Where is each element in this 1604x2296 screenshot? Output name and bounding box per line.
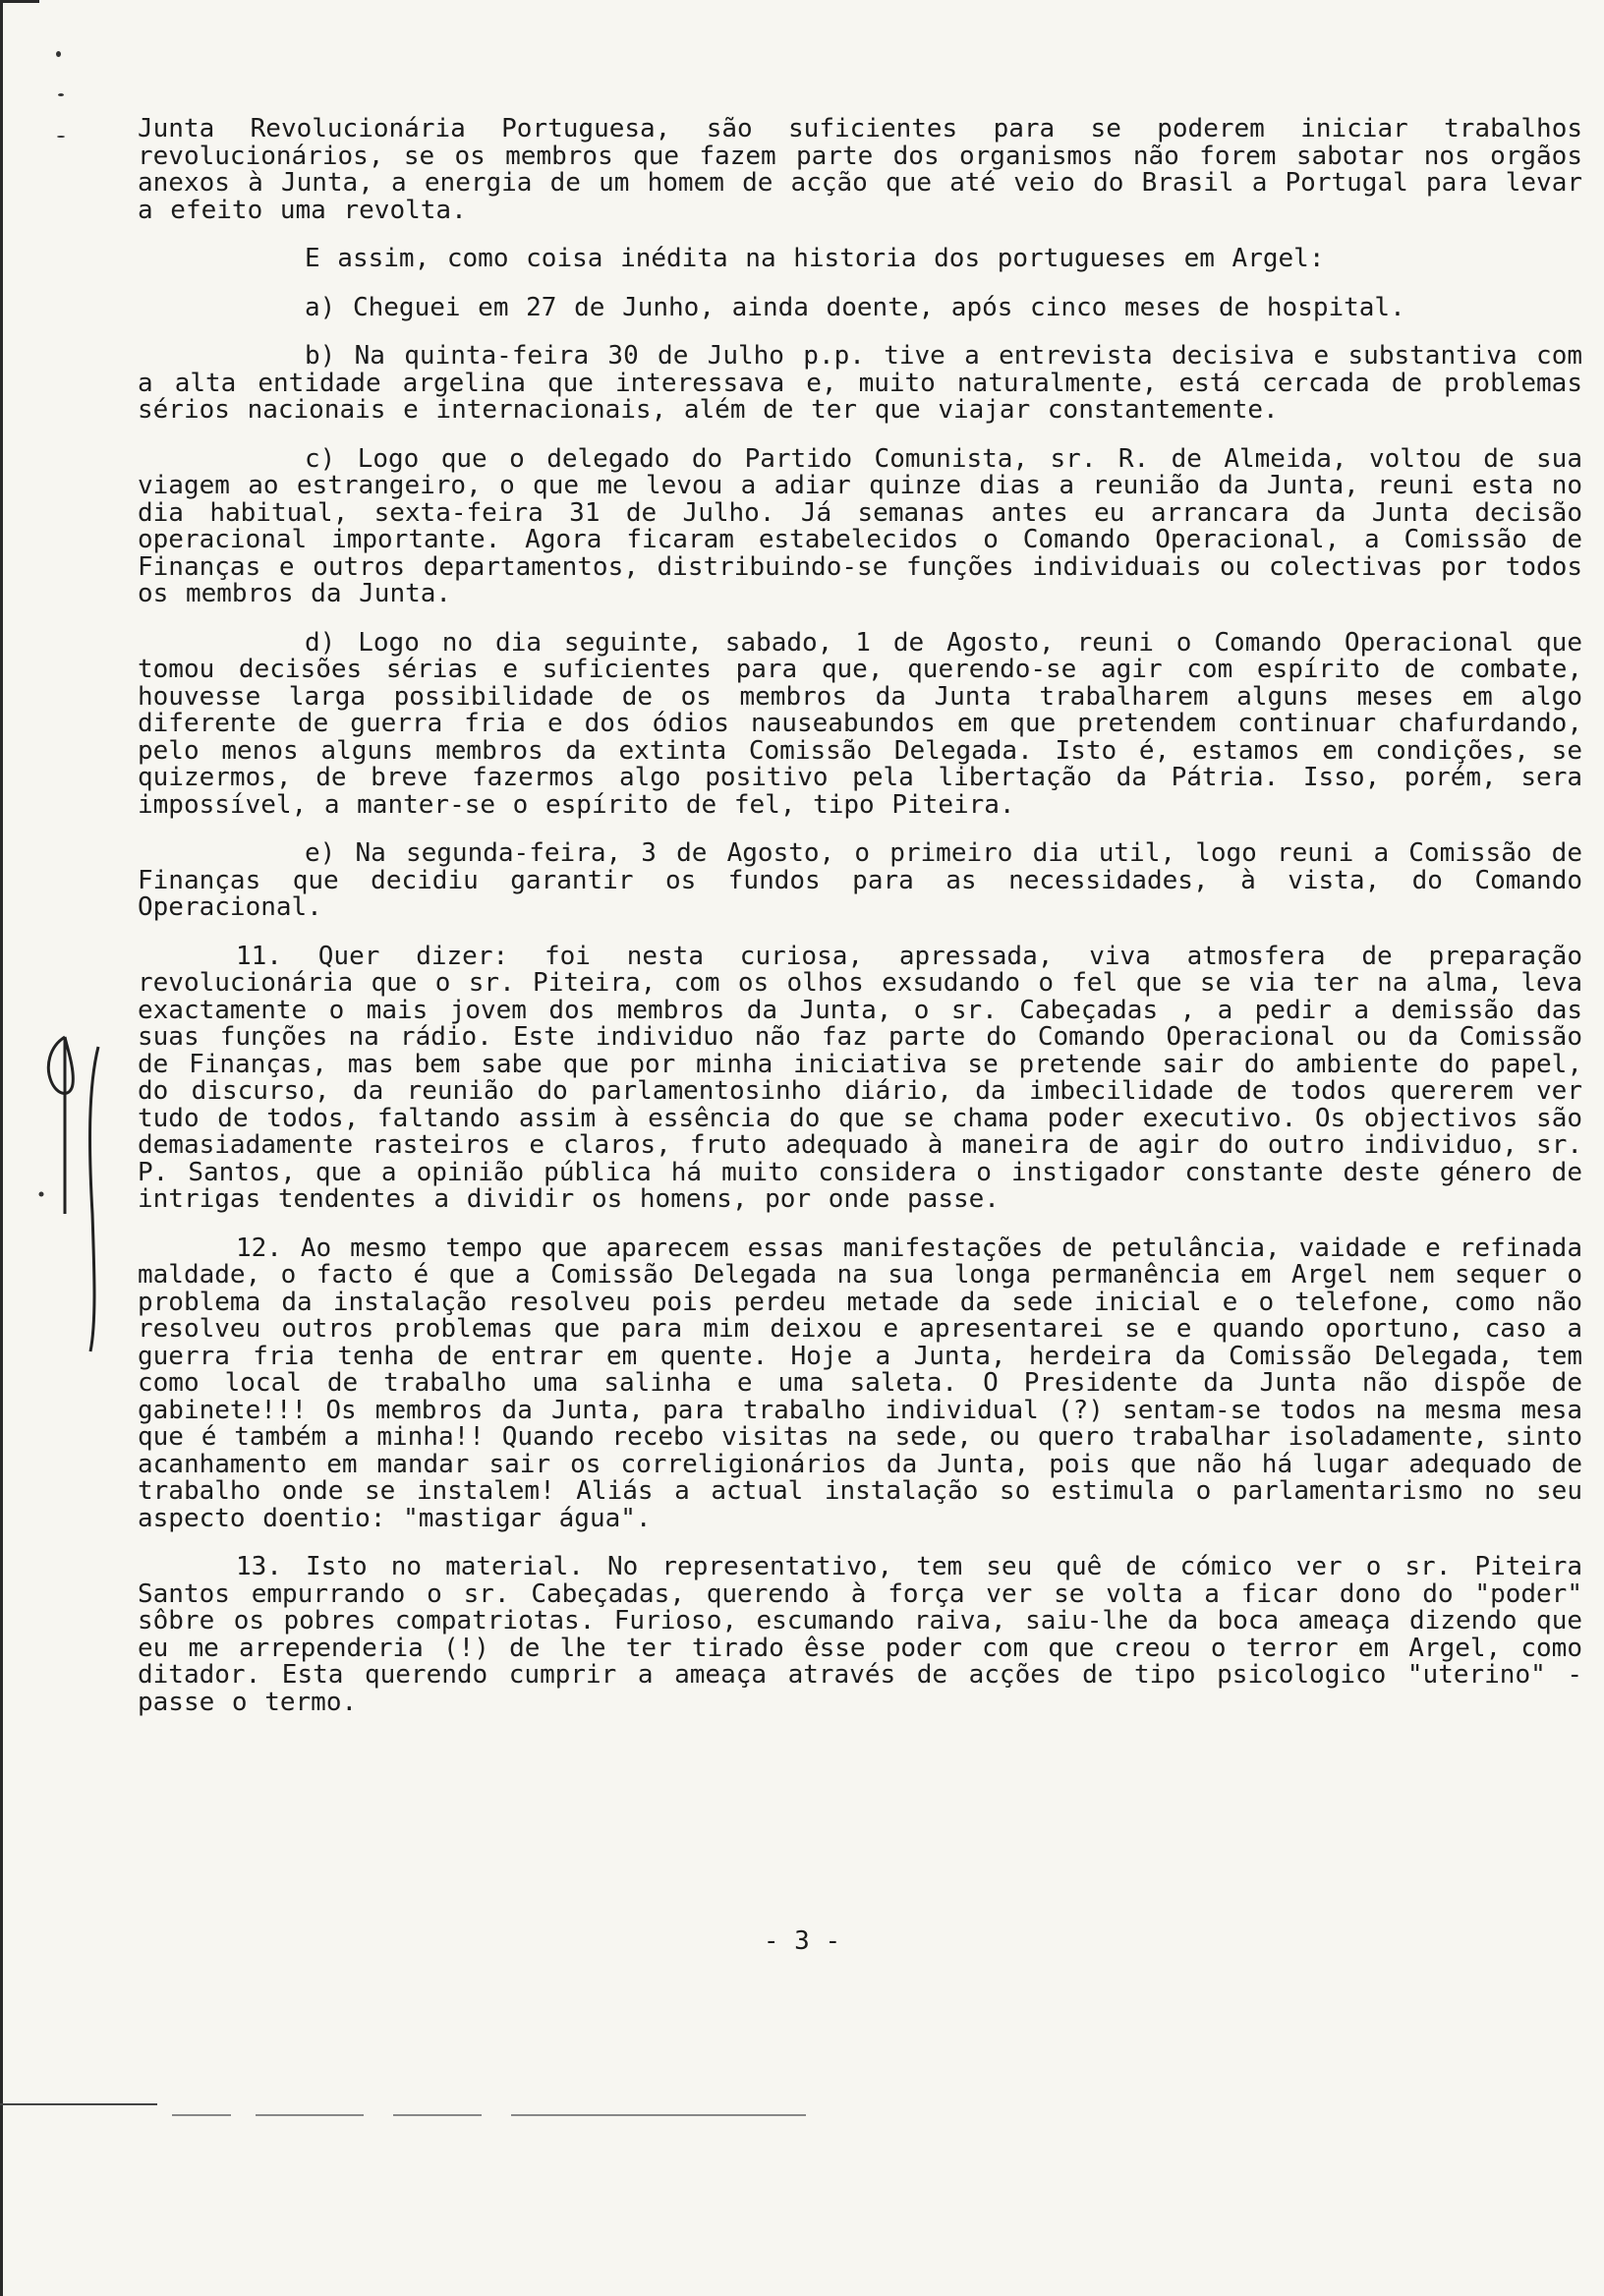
paragraph-11: 11. Quer dizer: foi nesta curiosa, apressada, viva atmosfera de preparação revolucionária que o sr. Piteira, com os olhos exsudando o fel que se via ter na alma, leva exactamente o mais jovem dos membros da Junta, o sr. Cabeçadas , a pedir a demissão das suas funções na rádio. Este individuo não faz parte do Comando Operacional ou da Comissão de Finanças, mas bem sabe que por minha iniciativa se pretende sair do ambiente do papel, do discurso, da reunião do parlamentosinho diário, da imbecilidade de todos quererem ver tudo de todos, faltando assim à essência do que se chama poder executivo. Os objectivos são demasiadamente rasteiros e claros, fruto adequado à maneira de agir do outro individuo, sr. P. Santos, que a opinião pública há muito considera o instigador constante deste género de intrigas tendentes a dividir os homens, por onde passe.: [138, 941, 1582, 1214]
ink-speck: [57, 136, 65, 138]
paragraph-b: b) Na quinta-feira 30 de Julho p.p. tive a entrevista decisiva e substantiva com a alta entidade argelina que interessava e, muito naturalmente, está cercada de problemas sérios nacionais e internacionais, além de ter que viajar constantemente.: [138, 341, 1582, 425]
page-number: - 3 -: [763, 1926, 841, 1956]
paragraph-c: c) Logo que o delegado do Partido Comunista, sr. R. de Almeida, voltou de sua viagem ao estrangeiro, o que me levou a adiar quinze dias a reunião da Junta, reuni esta no dia habitual, sexta-feira 31 de Julho. Já semanas antes eu arrancara da Junta decisão operacional importante. Agora ficaram estabelecidos o Comando Operacional, a Comissão de Finanças e outros departamentos, distribuindo-se funções individuais ou colectivas por todos os membros da Junta.: [138, 443, 1582, 608]
paragraph-12: 12. Ao mesmo tempo que aparecem essas manifestações de petulância, vaidade e refinada maldade, o facto é que a Comissão Delegada na sua longa permanência em Argel nem sequer o problema da instalação resolveu pois perdeu metade da sede inicial e o telefone, como não resolveu outros problemas que para mim deixou e apresentarei se e quando oportuno, caso a guerra fria tenha de entrar em quente. Hoje a Junta, herdeira da Comissão Delegada, tem como local de trabalho uma salinha e uma saleta. O Presidente da Junta não dispõe de gabinete!!! Os membros da Junta, para trabalho individual (?) sentam-se todos na mesma mesa que é também a minha!! Quando recebo visitas na sede, ou quero trabalhar isoladamente, sinto acanhamento em mandar sair os correligionários da Junta, pois que não há lugar adequado de trabalho onde se instalem! Aliás a actual instalação so estimula o parlamentarismo no seu aspecto doentio: "mastigar água".: [138, 1233, 1582, 1533]
paragraph-assim: E assim, como coisa inédita na historia dos portugueses em Argel:: [305, 244, 1325, 273]
footer-rule: [0, 2103, 157, 2105]
paragraph-13: 13. Isto no material. No representativo, tem seu quê de cómico ver o sr. Piteira Santos empurrando o sr. Cabeçadas, querendo à força ver se volta a ficar dono do "poder" sôbre os pobres compatriotas. Furioso, escumando raiva, saiu-lhe da boca ameaça dizendo que eu me arrependeria (!) de lhe ter tirado êsse poder com que creou o terror em Argel, como ditador. Esta querendo cumprir a ameaça através de acções de tipo psicologico "uterino" - passe o termo.: [138, 1552, 1582, 1717]
footer-dash: [256, 2114, 364, 2116]
footer-dash: [393, 2114, 482, 2116]
paragraph-a: a) Cheguei em 27 de Junho, ainda doente, após cinco meses de hospital.: [305, 292, 1405, 322]
paragraph-d: d) Logo no dia seguinte, sabado, 1 de Agosto, reuni o Comando Operacional que tomou decisões sérias e suficientes para que, querendo-se agir com espírito de combate, houvesse larga possibilidade de os membros da Junta trabalharem alguns meses em algo diferente de guerra fria e dos ódios nauseabundos em que pretendem continuar chafurdando, pelo menos alguns membros da extinta Comissão Delegada. Isto é, estamos em condições, se quizermos, de breve fazermos algo positivo pela libertação da Pátria. Isso, porém, sera impossível, a manter-se o espírito de fel, tipo Piteira.: [138, 627, 1582, 820]
document-body: [138, 116, 1582, 1738]
footer-dash: [172, 2114, 231, 2116]
ink-speck: [58, 93, 64, 96]
paragraph-e: e) Na segunda-feira, 3 de Agosto, o primeiro dia util, logo reuni a Comissão de Finanças que decidiu garantir os fundos para as necessidades, à vista, do Comando Operacional.: [138, 838, 1582, 922]
paragraph-intro: Junta Revolucionária Portuguesa, são suficientes para se poderem iniciar trabalhos revolucionários, se os membros que fazem parte dos organismos não forem sabotar nos orgãos anexos à Junta, a energia de um homem de acção que até veio do Brasil a Portugal para levar a efeito uma revolta.: [138, 114, 1582, 225]
margin-bracket-mark: [28, 1027, 116, 1361]
ink-speck: [56, 51, 61, 57]
page-edge-top: [0, 0, 39, 3]
footer-dash: [511, 2114, 806, 2116]
